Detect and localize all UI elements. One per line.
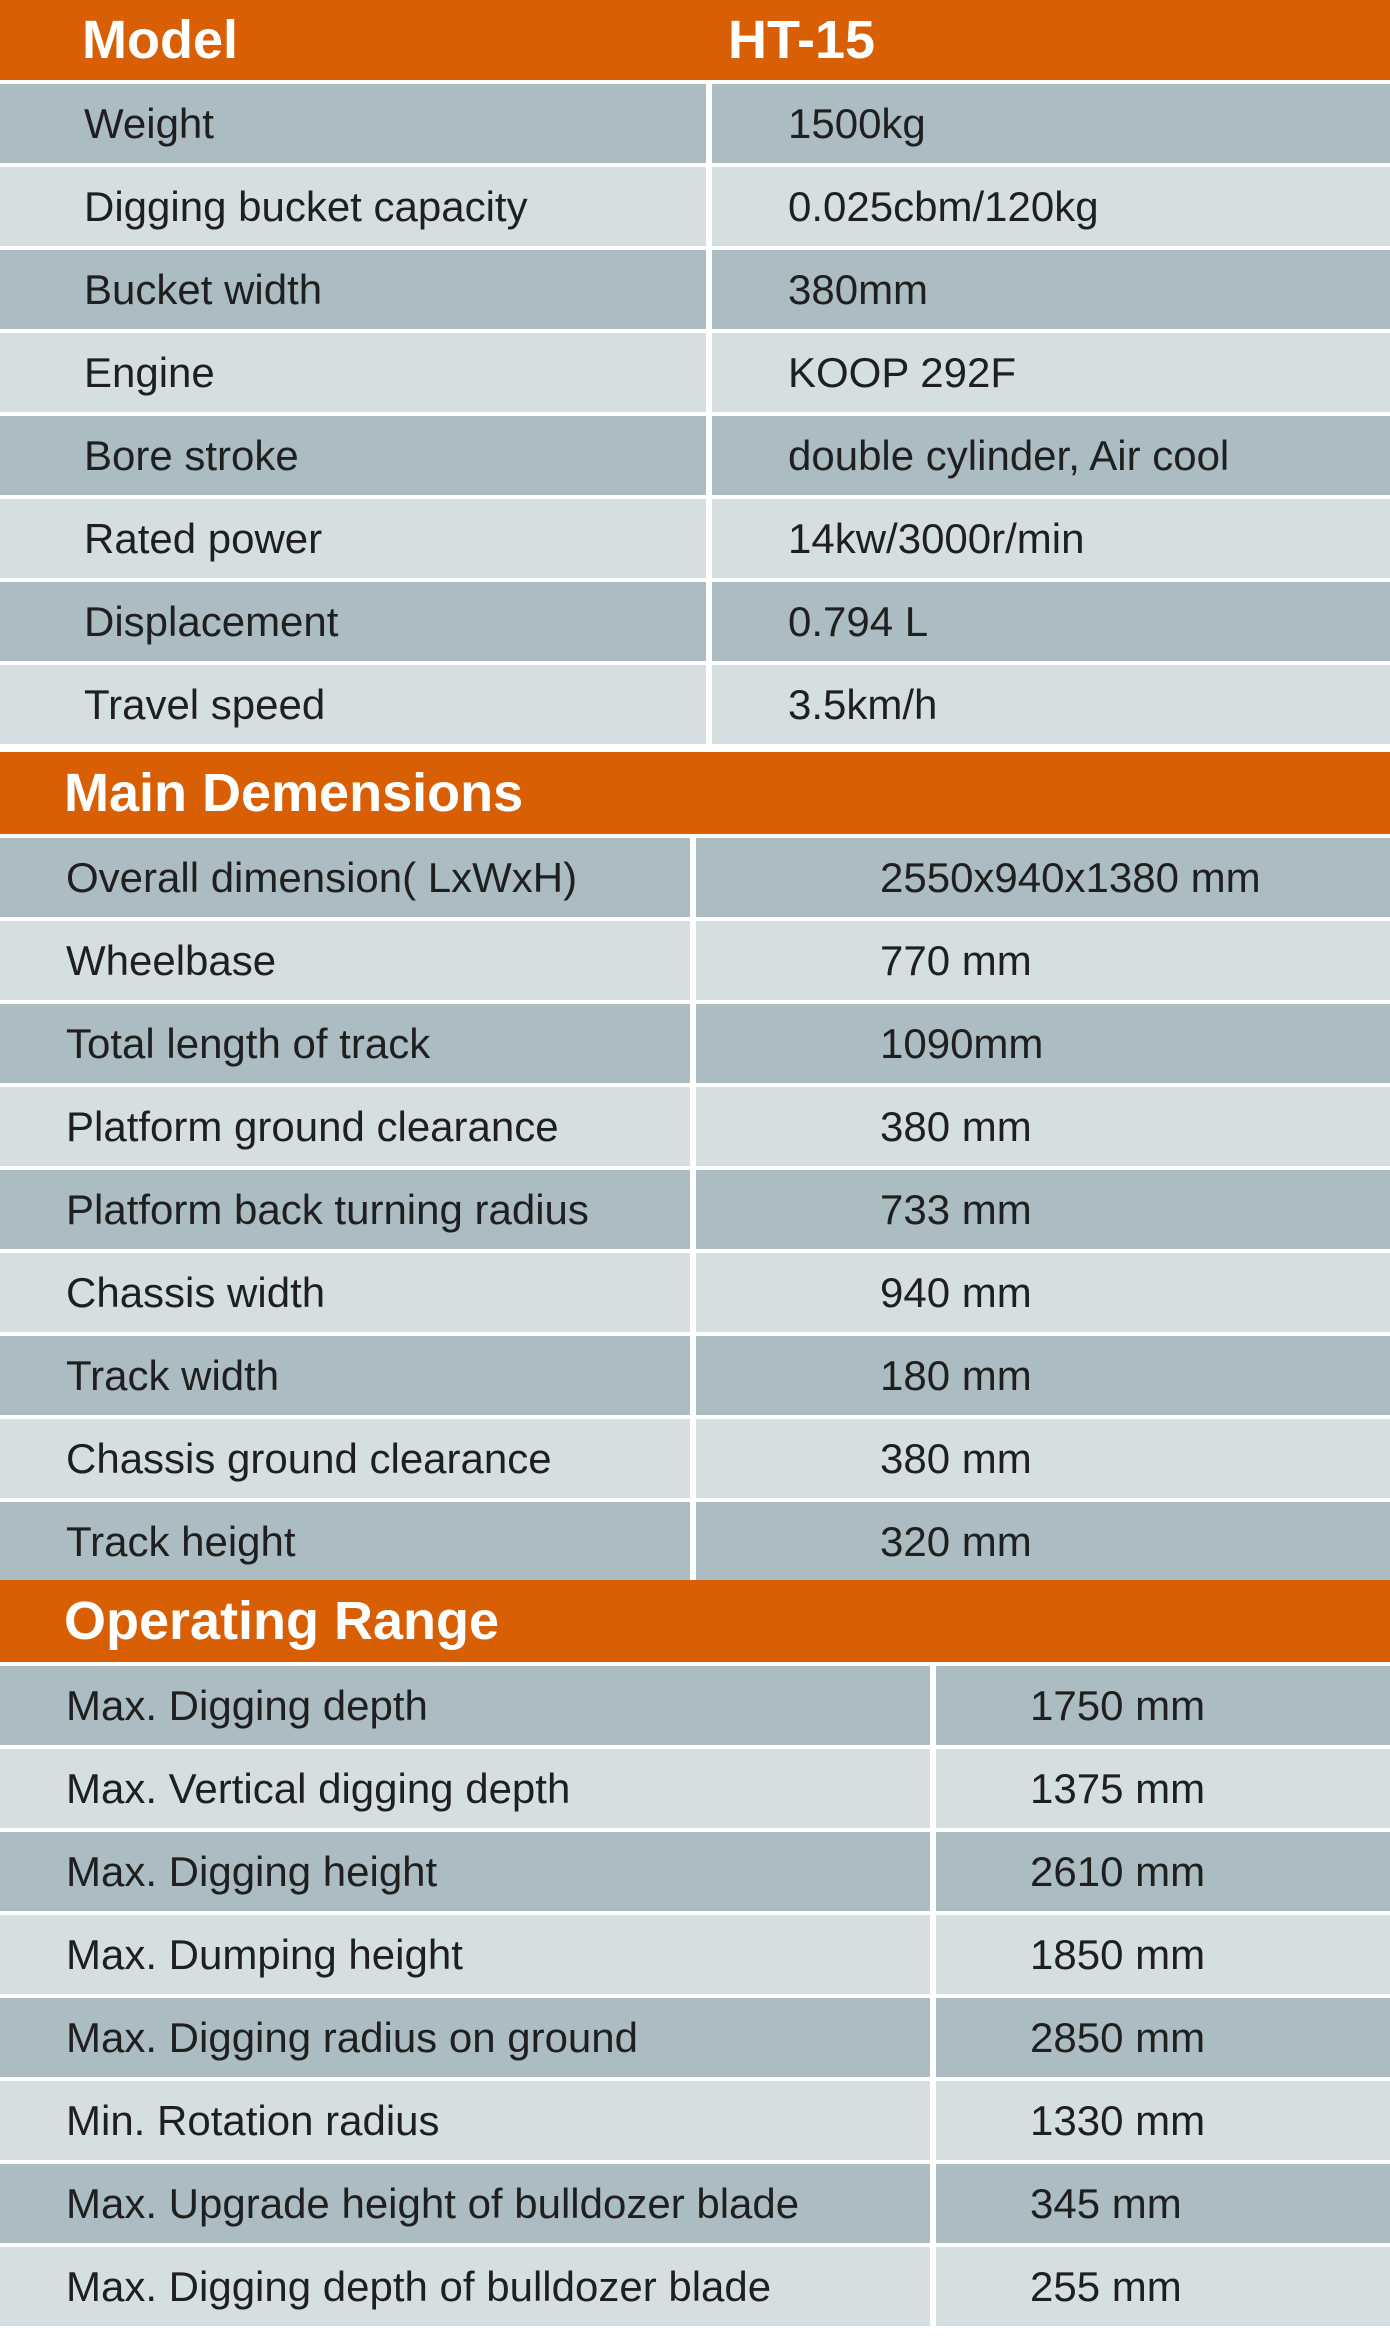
- spec-value: 345 mm: [936, 2164, 1390, 2243]
- spec-row: [0, 163, 1390, 246]
- spec-label: Max. Digging depth of bulldozer blade: [0, 2247, 930, 2326]
- spec-label: Engine: [0, 333, 706, 412]
- spec-row: [0, 329, 1390, 412]
- spec-row: [0, 1249, 1390, 1332]
- spec-label: Max. Upgrade height of bulldozer blade: [0, 2164, 930, 2243]
- spec-label: Wheelbase: [0, 921, 690, 1000]
- spec-row: [0, 495, 1390, 578]
- spec-label: Max. Digging depth: [0, 1666, 930, 1745]
- spec-label: Platform back turning radius: [0, 1170, 690, 1249]
- main-dimensions-title: Main Demensions: [64, 763, 524, 823]
- spec-value: 2850 mm: [936, 1998, 1390, 2077]
- spec-row: [0, 578, 1390, 661]
- spec-value: 2610 mm: [936, 1832, 1390, 1911]
- spec-row: [0, 661, 1390, 744]
- spec-value: 380 mm: [696, 1087, 1390, 1166]
- spec-label: Rated power: [0, 499, 706, 578]
- spec-value: 770 mm: [696, 921, 1390, 1000]
- spec-value: 2550x940x1380 mm: [696, 838, 1390, 917]
- spec-row: [0, 2160, 1390, 2243]
- spec-row: [0, 80, 1390, 163]
- spec-row: [0, 1083, 1390, 1166]
- main-dimensions-rows: [0, 834, 1390, 1581]
- spec-value: 1850 mm: [936, 1915, 1390, 1994]
- spec-label: Overall dimension( LxWxH): [0, 838, 690, 917]
- spec-row: [0, 246, 1390, 329]
- spec-row: [0, 1415, 1390, 1498]
- spec-row: [0, 1662, 1390, 1745]
- spec-row: [0, 1911, 1390, 1994]
- spec-value: 255 mm: [936, 2247, 1390, 2326]
- spec-label: Chassis ground clearance: [0, 1419, 690, 1498]
- spec-label: Track height: [0, 1502, 690, 1581]
- spec-label: Total length of track: [0, 1004, 690, 1083]
- spec-label: Displacement: [0, 582, 706, 661]
- spec-value: 380mm: [712, 250, 1390, 329]
- spec-value: 180 mm: [696, 1336, 1390, 1415]
- main-dimensions-section: [0, 752, 1390, 1581]
- spec-row: [0, 1828, 1390, 1911]
- spec-value: 0.025cbm/120kg: [712, 167, 1390, 246]
- spec-row: [0, 2243, 1390, 2326]
- spec-row: [0, 1745, 1390, 1828]
- spec-row: [0, 1994, 1390, 2077]
- spec-label: Digging bucket capacity: [0, 167, 706, 246]
- spec-label: Bore stroke: [0, 416, 706, 495]
- spec-value: 1330 mm: [936, 2081, 1390, 2160]
- spec-value: double cylinder, Air cool: [712, 416, 1390, 495]
- model-header-label: Model: [82, 10, 238, 70]
- spec-row: [0, 1000, 1390, 1083]
- spec-label: Max. Dumping height: [0, 1915, 930, 1994]
- main-dimensions-header: [0, 752, 1390, 834]
- spec-label: Platform ground clearance: [0, 1087, 690, 1166]
- spec-value: 14kw/3000r/min: [712, 499, 1390, 578]
- spec-value: 940 mm: [696, 1253, 1390, 1332]
- operating-range-header: [0, 1580, 1390, 1662]
- spec-row: [0, 2077, 1390, 2160]
- spec-label: Weight: [0, 84, 706, 163]
- spec-label: Track width: [0, 1336, 690, 1415]
- spec-label: Chassis width: [0, 1253, 690, 1332]
- spec-value: 0.794 L: [712, 582, 1390, 661]
- spec-value: 320 mm: [696, 1502, 1390, 1581]
- spec-label: Max. Digging height: [0, 1832, 930, 1911]
- spec-label: Max. Vertical digging depth: [0, 1749, 930, 1828]
- spec-value: 1750 mm: [936, 1666, 1390, 1745]
- spec-value: 3.5km/h: [712, 665, 1390, 744]
- model-header-value: HT-15: [728, 10, 876, 70]
- operating-range-section: [0, 1580, 1390, 2326]
- operating-range-rows: [0, 1662, 1390, 2326]
- spec-value: KOOP 292F: [712, 333, 1390, 412]
- model-section: [0, 0, 1390, 744]
- operating-range-title: Operating Range: [64, 1591, 500, 1651]
- spec-label: Travel speed: [0, 665, 706, 744]
- spec-row: [0, 412, 1390, 495]
- spec-row: [0, 834, 1390, 917]
- spec-value: 1090mm: [696, 1004, 1390, 1083]
- spec-label: Bucket width: [0, 250, 706, 329]
- model-spec-rows: [0, 80, 1390, 744]
- spec-row: [0, 1166, 1390, 1249]
- spec-row: [0, 917, 1390, 1000]
- spec-row: [0, 1332, 1390, 1415]
- spec-row: [0, 1498, 1390, 1581]
- spec-value: 1500kg: [712, 84, 1390, 163]
- spec-label: Max. Digging radius on ground: [0, 1998, 930, 2077]
- spec-value: 380 mm: [696, 1419, 1390, 1498]
- spec-value: 733 mm: [696, 1170, 1390, 1249]
- spec-label: Min. Rotation radius: [0, 2081, 930, 2160]
- model-header: [0, 0, 1390, 80]
- spec-value: 1375 mm: [936, 1749, 1390, 1828]
